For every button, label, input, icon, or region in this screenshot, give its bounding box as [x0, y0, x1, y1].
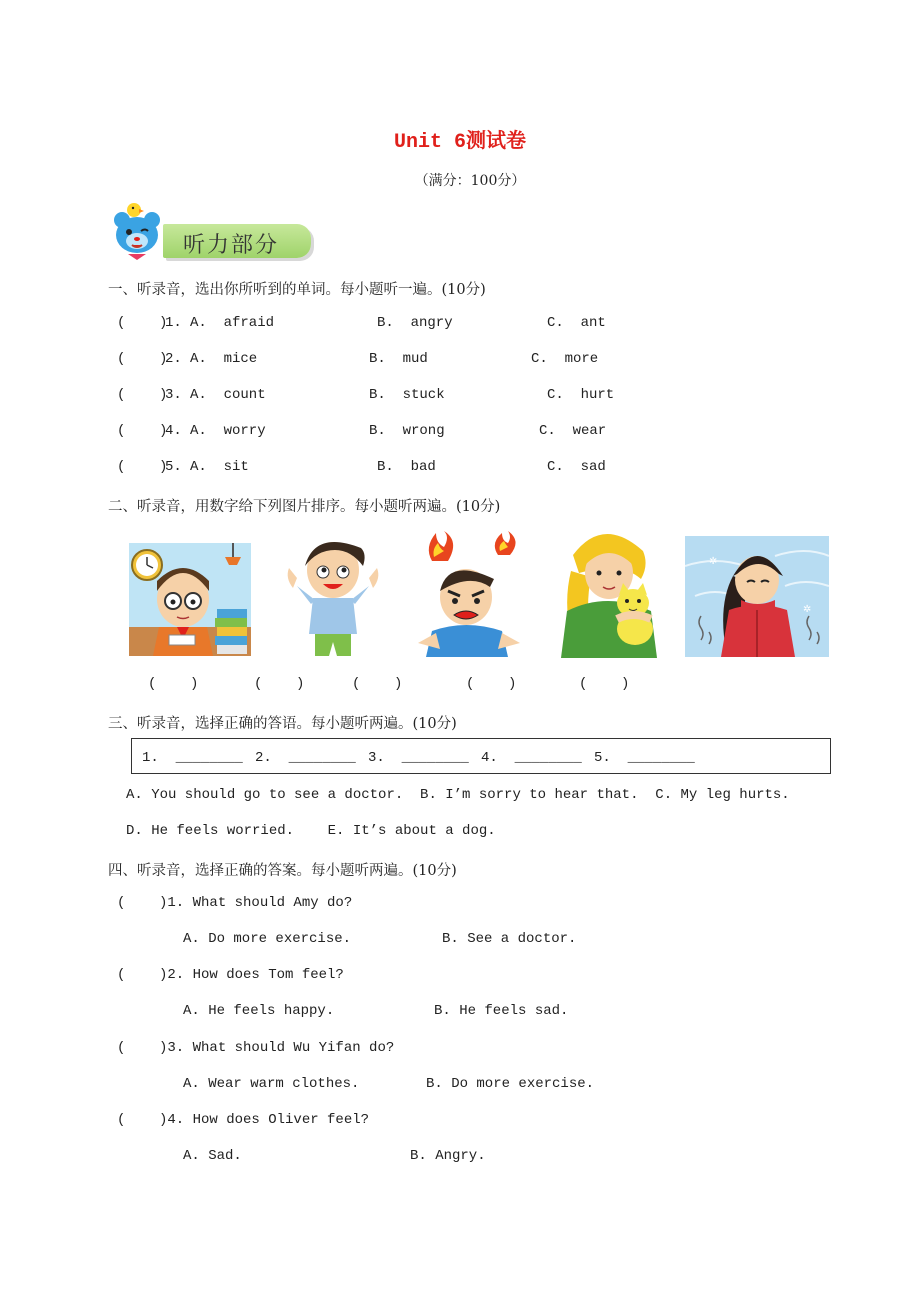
order-paren[interactable]: ( ) — [579, 676, 630, 692]
option-a: A. Wear warm clothes. — [183, 1076, 360, 1092]
question-text: ( )1. What should Amy do? — [117, 895, 353, 911]
option-b: B. He feels sad. — [434, 1003, 569, 1019]
option-a: A. sit — [190, 459, 249, 475]
order-paren[interactable]: ( ) — [352, 676, 403, 692]
option-b: B. stuck — [369, 387, 445, 403]
option-c: C. wear — [539, 423, 607, 439]
order-paren[interactable]: ( ) — [466, 676, 517, 692]
answer-blank[interactable]: 5. ________ — [594, 750, 695, 766]
option-b: B. wrong — [369, 423, 445, 439]
option-b: B. mud — [369, 351, 428, 367]
option-c: C. sad — [547, 459, 606, 475]
banner-label: 听力部分 — [183, 233, 280, 258]
option-a: A. afraid — [190, 315, 275, 331]
option-a: A. Sad. — [183, 1148, 242, 1164]
option-a: A. He feels happy. — [183, 1003, 335, 1019]
listening-banner — [108, 200, 318, 262]
section1-heading: 一、听录音，选出你所听到的单词。每小题听一遍。(10分) — [108, 282, 486, 298]
answer-blank[interactable]: 3. ________ — [368, 750, 469, 766]
answer-paren[interactable]: ( ) — [117, 459, 168, 475]
response-options: A. You should go to see a doctor. B. I’m sorry to hear that. C. My leg hurts. — [126, 787, 790, 803]
page-title: Unit 6测试卷 — [393, 131, 526, 154]
answer-blank[interactable]: 2. ________ — [255, 750, 356, 766]
question-text: ( )2. How does Tom feel? — [117, 967, 344, 983]
option-b: B. Angry. — [410, 1148, 486, 1164]
girl-cold-picture — [685, 536, 829, 657]
question-text: ( )3. What should Wu Yifan do? — [117, 1040, 395, 1056]
answer-paren[interactable]: ( ) — [117, 315, 168, 331]
option-b: B. Do more exercise. — [426, 1076, 595, 1092]
question-number: 4. — [165, 423, 182, 439]
score-note: （满分：100分） — [414, 173, 526, 189]
option-c: C. more — [531, 351, 599, 367]
answer-blank[interactable]: 4. ________ — [481, 750, 582, 766]
option-a: A. worry — [190, 423, 266, 439]
question-text: ( )4. How does Oliver feel? — [117, 1112, 370, 1128]
svg-text:✲: ✲ — [803, 604, 812, 615]
girl-holding-cat-picture — [553, 531, 663, 658]
section4-heading: 四、听录音，选择正确的答案。每小题听两遍。(10分) — [108, 863, 457, 879]
answer-paren[interactable]: ( ) — [117, 387, 168, 403]
question-number: 3. — [165, 387, 182, 403]
option-b: B. angry — [377, 315, 453, 331]
section2-heading: 二、听录音，用数字给下列图片排序。每小题听两遍。(10分) — [108, 499, 501, 515]
response-options: D. He feels worried. E. It’s about a dog. — [126, 823, 496, 839]
answer-paren[interactable]: ( ) — [117, 423, 168, 439]
boy-angry-picture — [410, 531, 528, 657]
order-paren[interactable]: ( ) — [148, 676, 199, 692]
option-a: A. Do more exercise. — [183, 931, 352, 947]
answer-paren[interactable]: ( ) — [117, 351, 168, 367]
option-c: C. ant — [547, 315, 606, 331]
section3-heading: 三、听录音，选择正确的答语。每小题听两遍。(10分) — [108, 716, 457, 732]
option-a: A. count — [190, 387, 266, 403]
option-a: A. mice — [190, 351, 258, 367]
blue-bear-mascot-icon — [108, 200, 168, 262]
question-number: 2. — [165, 351, 182, 367]
svg-text:✲: ✲ — [709, 556, 718, 567]
question-number: 1. — [165, 315, 182, 331]
option-b: B. See a doctor. — [442, 931, 577, 947]
option-c: C. hurt — [547, 387, 615, 403]
boy-studying-picture — [129, 543, 251, 656]
option-b: B. bad — [377, 459, 436, 475]
question-number: 5. — [165, 459, 182, 475]
answer-blank[interactable]: 1. ________ — [142, 750, 243, 766]
order-paren[interactable]: ( ) — [254, 676, 305, 692]
boy-happy-picture — [283, 530, 383, 658]
